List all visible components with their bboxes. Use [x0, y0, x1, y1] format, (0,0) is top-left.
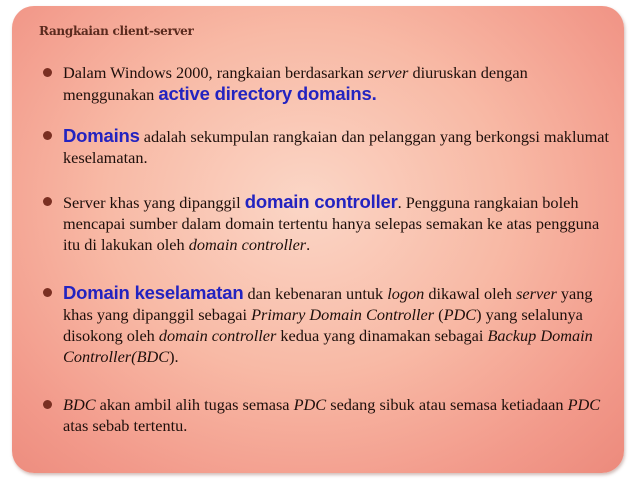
bullet-text: (	[434, 305, 444, 324]
italic-term: BDC	[63, 395, 96, 414]
bullet-text: .	[306, 235, 311, 254]
bullet-text: . Pengguna rangkaian boleh mencapai sumber dalam domain tertentu hanya selepas semakan ke atas pengguna itu di lakukan oleh	[63, 193, 600, 254]
italic-term: PDC	[443, 305, 477, 324]
bullet-text: diuruskan dengan menggunakan	[63, 63, 528, 104]
bullet-item	[36, 62, 616, 105]
keyword-highlight: active directory domains.	[158, 83, 377, 104]
italic-term: server	[516, 284, 557, 303]
bullet-text: sedang sibuk atau semasa ketiadaan	[326, 395, 568, 414]
italic-term: server	[367, 63, 409, 82]
bullet-text: dikawal oleh	[424, 284, 517, 303]
bullet-dot-icon	[43, 288, 52, 297]
bullet-item	[36, 191, 616, 255]
bullet-dot-icon	[43, 68, 52, 77]
bullet-text: ) yang selalunya disokong oleh	[63, 305, 583, 345]
keyword-highlight: Domains	[63, 125, 140, 146]
italic-term: domain controller	[158, 326, 277, 345]
bullet-item	[36, 394, 616, 436]
bullet-dot-icon	[43, 197, 52, 206]
bullet-dot-icon	[43, 400, 52, 409]
bullet-list	[36, 62, 616, 436]
keyword-highlight: Domain keselamatan	[63, 282, 244, 303]
bullet-text: yang khas yang dipanggil sebagai	[63, 284, 593, 324]
bullet-text: adalah sekumpulan rangkaian dan pelanggan yang berkongsi maklumat keselamatan.	[63, 127, 610, 167]
bullet-dot-icon	[43, 131, 52, 140]
italic-term: domain controller	[188, 235, 307, 254]
bullet-text: Dalam Windows 2000, rangkaian berdasarkan	[63, 63, 368, 82]
bullet-item	[36, 282, 616, 367]
slide-title: Rangkaian client-server	[39, 24, 194, 38]
italic-term: Primary Domain Controller	[251, 305, 435, 324]
bullet-text: ).	[169, 347, 179, 366]
bullet-text: atas sebab tertentu.	[63, 416, 188, 435]
bullet-text: akan ambil alih tugas semasa	[95, 395, 294, 414]
bullet-item	[36, 125, 616, 168]
keyword-highlight: domain controller	[244, 191, 398, 212]
bullet-text: Server khas yang dipanggil	[63, 193, 245, 212]
bullet-text: dan kebenaran untuk	[243, 284, 388, 303]
italic-term: logon	[387, 284, 425, 303]
italic-term: PDC	[567, 395, 601, 414]
bullet-text: kedua yang dinamakan sebagai	[276, 326, 488, 345]
italic-term: Backup Domain Controller(BDC	[63, 326, 593, 366]
italic-term: PDC	[293, 395, 327, 414]
